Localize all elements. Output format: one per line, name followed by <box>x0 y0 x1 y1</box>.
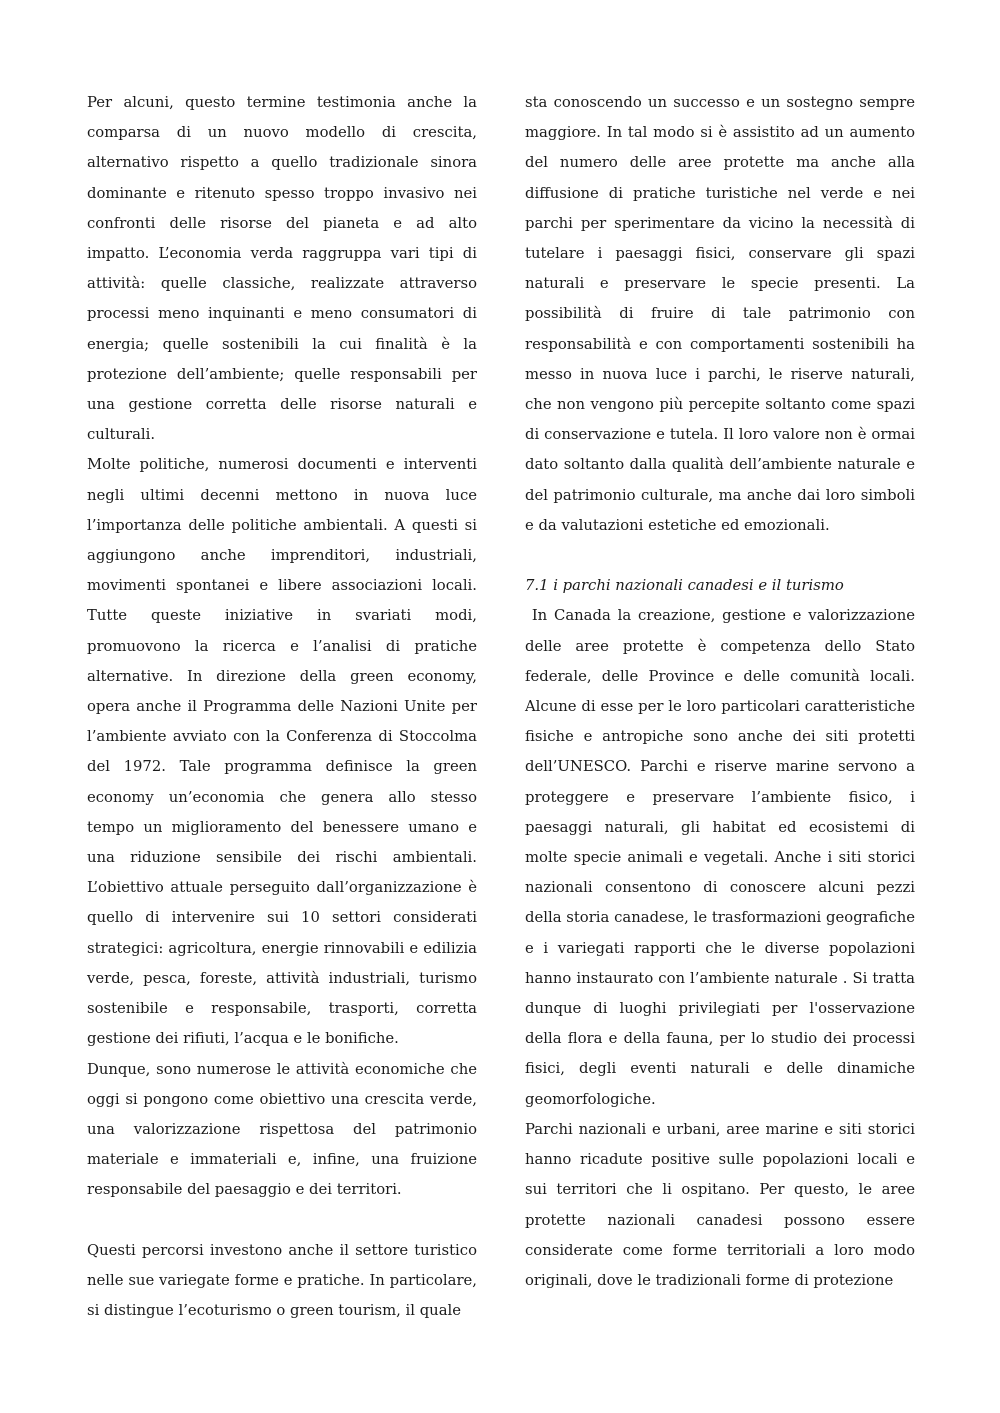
left-column <box>87 88 477 1326</box>
paragraph-tourism-sector: Questi percorsi investono anche il settore turistico nelle sue variegate forme e pratiche. In particolare, si distingue l’ecoturismo o green tourism, il quale <box>87 1241 477 1320</box>
paragraph-environmental-policies: Molte politiche, numerosi documenti e interventi negli ultimi decenni mettono in nuova luce l’importanza delle politiche ambientali. A questi si aggiungono anche imprenditori, industriali, movimenti spontanei e libere associazioni locali. Tutte queste iniziative in svariati modi, promuovono la ricerca e l’analisi di pratiche alternative. In direzione della green economy, opera anche il Programma delle Nazioni Unite per l’ambiente avviato con la Conferenza di Stoccolma del 1972. Tale programma definisce la green economy un’economia che genera allo stesso tempo un miglioramento del benessere umano e una riduzione sensibile dei rischi ambientali. L’obiettivo attuale perseguito dall’organizzazione è quello di intervenire sui 10 settori considerati strategici: agricoltura, energie rinnovabili e edilizia verde, pesca, foreste, attività industriali, turismo sostenibile e responsabile, trasporti, corretta gestione dei rifiuti, l’acqua e le bonifiche. <box>87 456 477 1048</box>
paragraph-parks-local-impact: Parchi nazionali e urbani, aree marine e siti storici hanno ricadute positive sulle popolazioni locali e sui territori che li ospitano. Per questo, le aree protette nazionali canadesi possono essere considerate come forme territoriali a loro modo originali, dove le tradizionali forme di protezione <box>525 1120 915 1289</box>
paragraph-gap <box>525 541 915 571</box>
section-heading: 7.1 i parchi nazionali canadesi e il turismo <box>525 577 844 595</box>
paragraph-green-growth-activities: Dunque, sono numerose le attività economiche che oggi si pongono come obiettivo una crescita verde, una valorizzazione rispettosa del patrimonio materiale e immateriali e, infine, una fruizione responsabile del paesaggio e dei territori. <box>87 1060 477 1199</box>
paragraph-canada-protected-areas: In Canada la creazione, gestione e valorizzazione delle aree protette è competenza dello Stato federale, delle Province e delle comunità locali. Alcune di esse per le loro particolari caratteristiche fisiche e antropiche sono anche dei siti protetti dell’UNESCO. Parchi e riserve marine servono a proteggere e preservare l’ambiente fisico, i paesaggi naturali, gli habitat ed ecosistemi di molte specie animali e vegetali. Anche i siti storici nazionali consentono di conoscere alcuni pezzi della storia canadese, le trasformazioni geografiche e i variegati rapporti che le diverse popolazioni hanno instaurato con l’ambiente naturale . Si tratta dunque di luoghi privilegiati per l'osservazione della flora e della fauna, per lo studio dei processi fisici, degli eventi naturali e delle dinamiche geomorfologiche. <box>525 607 920 1108</box>
paragraph-gap <box>87 1206 477 1236</box>
paragraph-green-economy-definition: Per alcuni, questo termine testimonia anche la comparsa di un nuovo modello di crescita, alternativo rispetto a quello tradizionale sinora dominante e ritenuto spesso troppo invasivo nei confronti delle risorse del pianeta e ad alto impatto. L’economia verda raggruppa vari tipi di attività: quelle classiche, realizzate attraverso processi meno inquinanti e meno consumatori di energia; quelle sostenibili la cui finalità è la protezione dell’ambiente; quelle responsabili per una gestione corretta delle risorse naturali e culturali. <box>87 94 477 444</box>
paragraph-ecotourism-success: sta conoscendo un successo e un sostegno sempre maggiore. In tal modo si è assistito ad un aumento del numero delle aree protette ma anche alla diffusione di pratiche turistiche nel verde e nei parchi per sperimentare da vicino la necessità di tutelare i paesaggi fisici, conservare gli spazi naturali e preservare le specie presenti. La possibilità di fruire di tale patrimonio con responsabilità e con comportamenti sostenibili ha messo in nuova luce i parchi, le riserve naturali, che non vengono più percepite soltanto come spazi di conservazione e tutela. Il loro valore non è ormai dato soltanto dalla qualità dell’ambiente naturale e del patrimonio culturale, ma anche dai loro simboli e da valutazioni estetiche ed emozionali. <box>525 94 915 534</box>
right-column <box>525 88 920 1296</box>
